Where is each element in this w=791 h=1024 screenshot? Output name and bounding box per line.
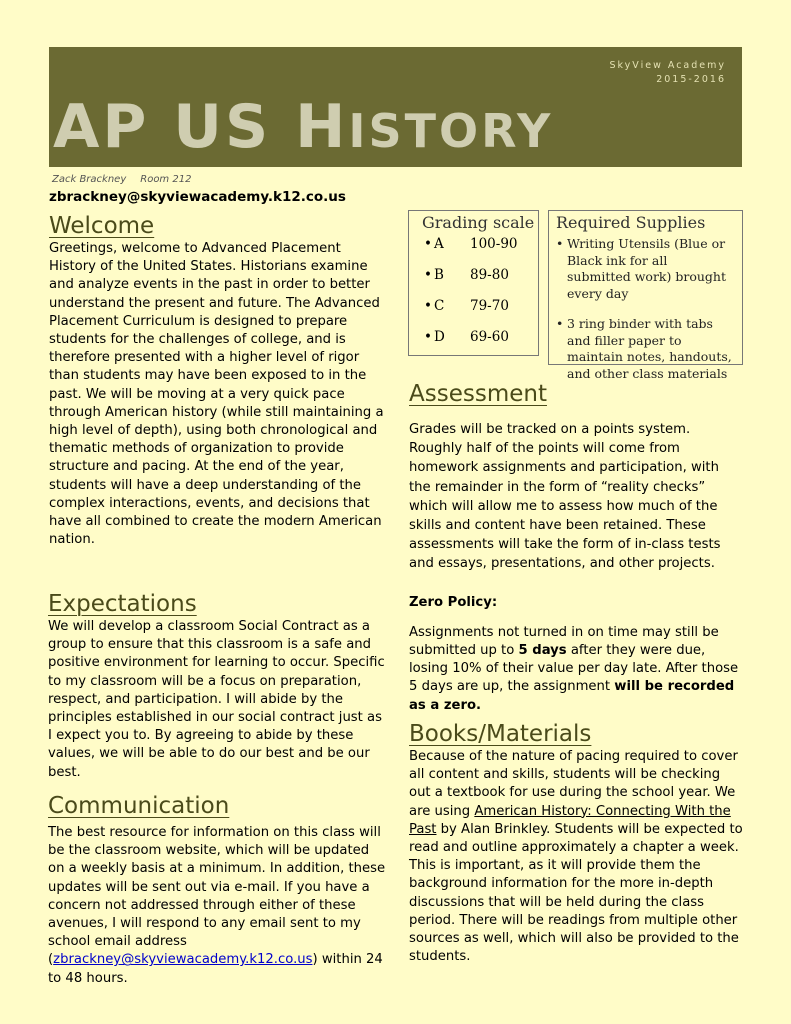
supplies-box: [548, 210, 743, 381]
expectations-heading: Expectations: [48, 591, 197, 617]
bullet-icon: •: [556, 316, 564, 331]
communication-heading: Communication: [48, 793, 230, 819]
zero-policy-heading: Zero Policy:: [409, 594, 498, 610]
welcome-body: Greetings, welcome to Advanced Placement History of the United States. Historians examine and analyze events in the past in order to better understand the present and future. The Advanced Placement Curriculum is designed to prepare students for the challenges of college, and is therefore presented with a higher level of rigor than students may have been exposed to in the past. We will be moving at a very quick pace through American history (while still maintaining a high level of depth), using both chronological and thematic methods of organization to provide structure and pacing. At the end of the year, students will have a deep understanding of the complex interactions, events, and decisions that have all combined to create the modern American nation.: [49, 241, 384, 548]
page-title: [53, 87, 553, 171]
supplies-heading: Required Supplies: [556, 213, 706, 232]
books-section: [409, 720, 744, 966]
grade-row: [409, 298, 538, 329]
bullet-icon: •: [424, 298, 432, 314]
books-heading: Books/Materials: [409, 721, 592, 747]
expectations-body: We will develop a classroom Social Contract as a group to ensure that this classroom is a safe and positive environment for learning to occur. Specific to my classroom will be a focus on preparation, respect, and participation. I will abide by the principles established in our social contract just as I expect you to. By agreeing to abide by these values, we will be able to do our best and be our best.: [48, 619, 385, 780]
grade-row: [409, 267, 538, 298]
title-smallcaps: ISTORY: [348, 104, 554, 158]
bullet-icon: •: [556, 236, 564, 251]
grade-letter: B: [434, 267, 444, 283]
communication-body: The best resource for information on this class will be the classroom website, which will be updated on a weekly basis at a minimum. In addition, these updates will be sent out via e-mail. If you have a concern not addressed through either of these avenues, I will respond to any email sent to my school email address (zbrackney@skyviewacademy.k12.co.us) within 24 to 48 hours.: [48, 825, 386, 986]
title-main: AP US H: [53, 92, 349, 162]
grade-row: [409, 329, 538, 360]
grade-letter: D: [434, 329, 445, 345]
email-link[interactable]: zbrackney@skyviewacademy.k12.co.us: [53, 952, 313, 968]
communication-section: [48, 792, 386, 988]
grade-range: 69-60: [470, 329, 509, 345]
grading-heading: Grading scale: [422, 213, 535, 232]
grade-row: [409, 236, 538, 267]
grading-scale-box: [408, 210, 539, 356]
welcome-heading: Welcome: [49, 213, 155, 239]
school-info: [609, 59, 726, 87]
expectations-section: [48, 590, 386, 782]
grading-rows: [409, 236, 538, 360]
teacher-name: Zack Brackney: [52, 174, 127, 185]
teacher-line: [52, 174, 191, 185]
bullet-icon: •: [424, 236, 432, 252]
grade-range: 89-80: [470, 267, 509, 283]
book-title: American History: Connecting With the Past: [409, 803, 731, 837]
assessment-section: [409, 380, 744, 715]
bullet-icon: •: [424, 267, 432, 283]
teacher-email: zbrackney@skyviewacademy.k12.co.us: [49, 189, 346, 205]
grade-letter: C: [434, 298, 445, 314]
zero-policy-body: Assignments not turned in on time may still be submitted up to 5 days after they were due, losing 10% of their value per day late. After those 5 days are up, the assignment will be recorded as a zero.: [409, 624, 739, 713]
school-year: 2015-2016: [656, 74, 726, 85]
grade-letter: A: [434, 236, 444, 252]
header-banner: [49, 47, 742, 167]
supply-item: • 3 ring binder with tabs and filler paper to maintain notes, handouts, and other class materials: [556, 316, 732, 381]
bullet-icon: •: [424, 329, 432, 345]
left-column: [49, 212, 385, 549]
assessment-heading: Assessment: [409, 381, 547, 407]
school-name: SkyView Academy: [609, 60, 726, 71]
room-number: Room 212: [140, 174, 192, 185]
books-body: Because of the nature of pacing required to cover all content and skills, students will be checking out a textbook for use during the school year. We are using American History: Connecting With the Past by Alan Brinkley. Students will be expected to read and outline approximately a chapter a week. This is important, as it will provide them the background information for the more in-depth discussions that will be held during the class period. There will be readings from multiple other sources as well, which will also be provided to the students.: [409, 749, 743, 965]
supply-item: • Writing Utensils (Blue or Black ink for all submitted work) brought every day: [556, 236, 726, 301]
supplies-list: [549, 236, 742, 382]
assessment-body: Grades will be tracked on a points system. Roughly half of the points will come from homework assignments and participation, with the remainder in the form of “reality checks” which will allow me to assess how much of the skills and content have been retained. These assessments will take the form of in-class tests and essays, presentations, and other projects.: [409, 422, 721, 572]
grade-range: 79-70: [470, 298, 509, 314]
grade-range: 100-90: [470, 236, 518, 252]
